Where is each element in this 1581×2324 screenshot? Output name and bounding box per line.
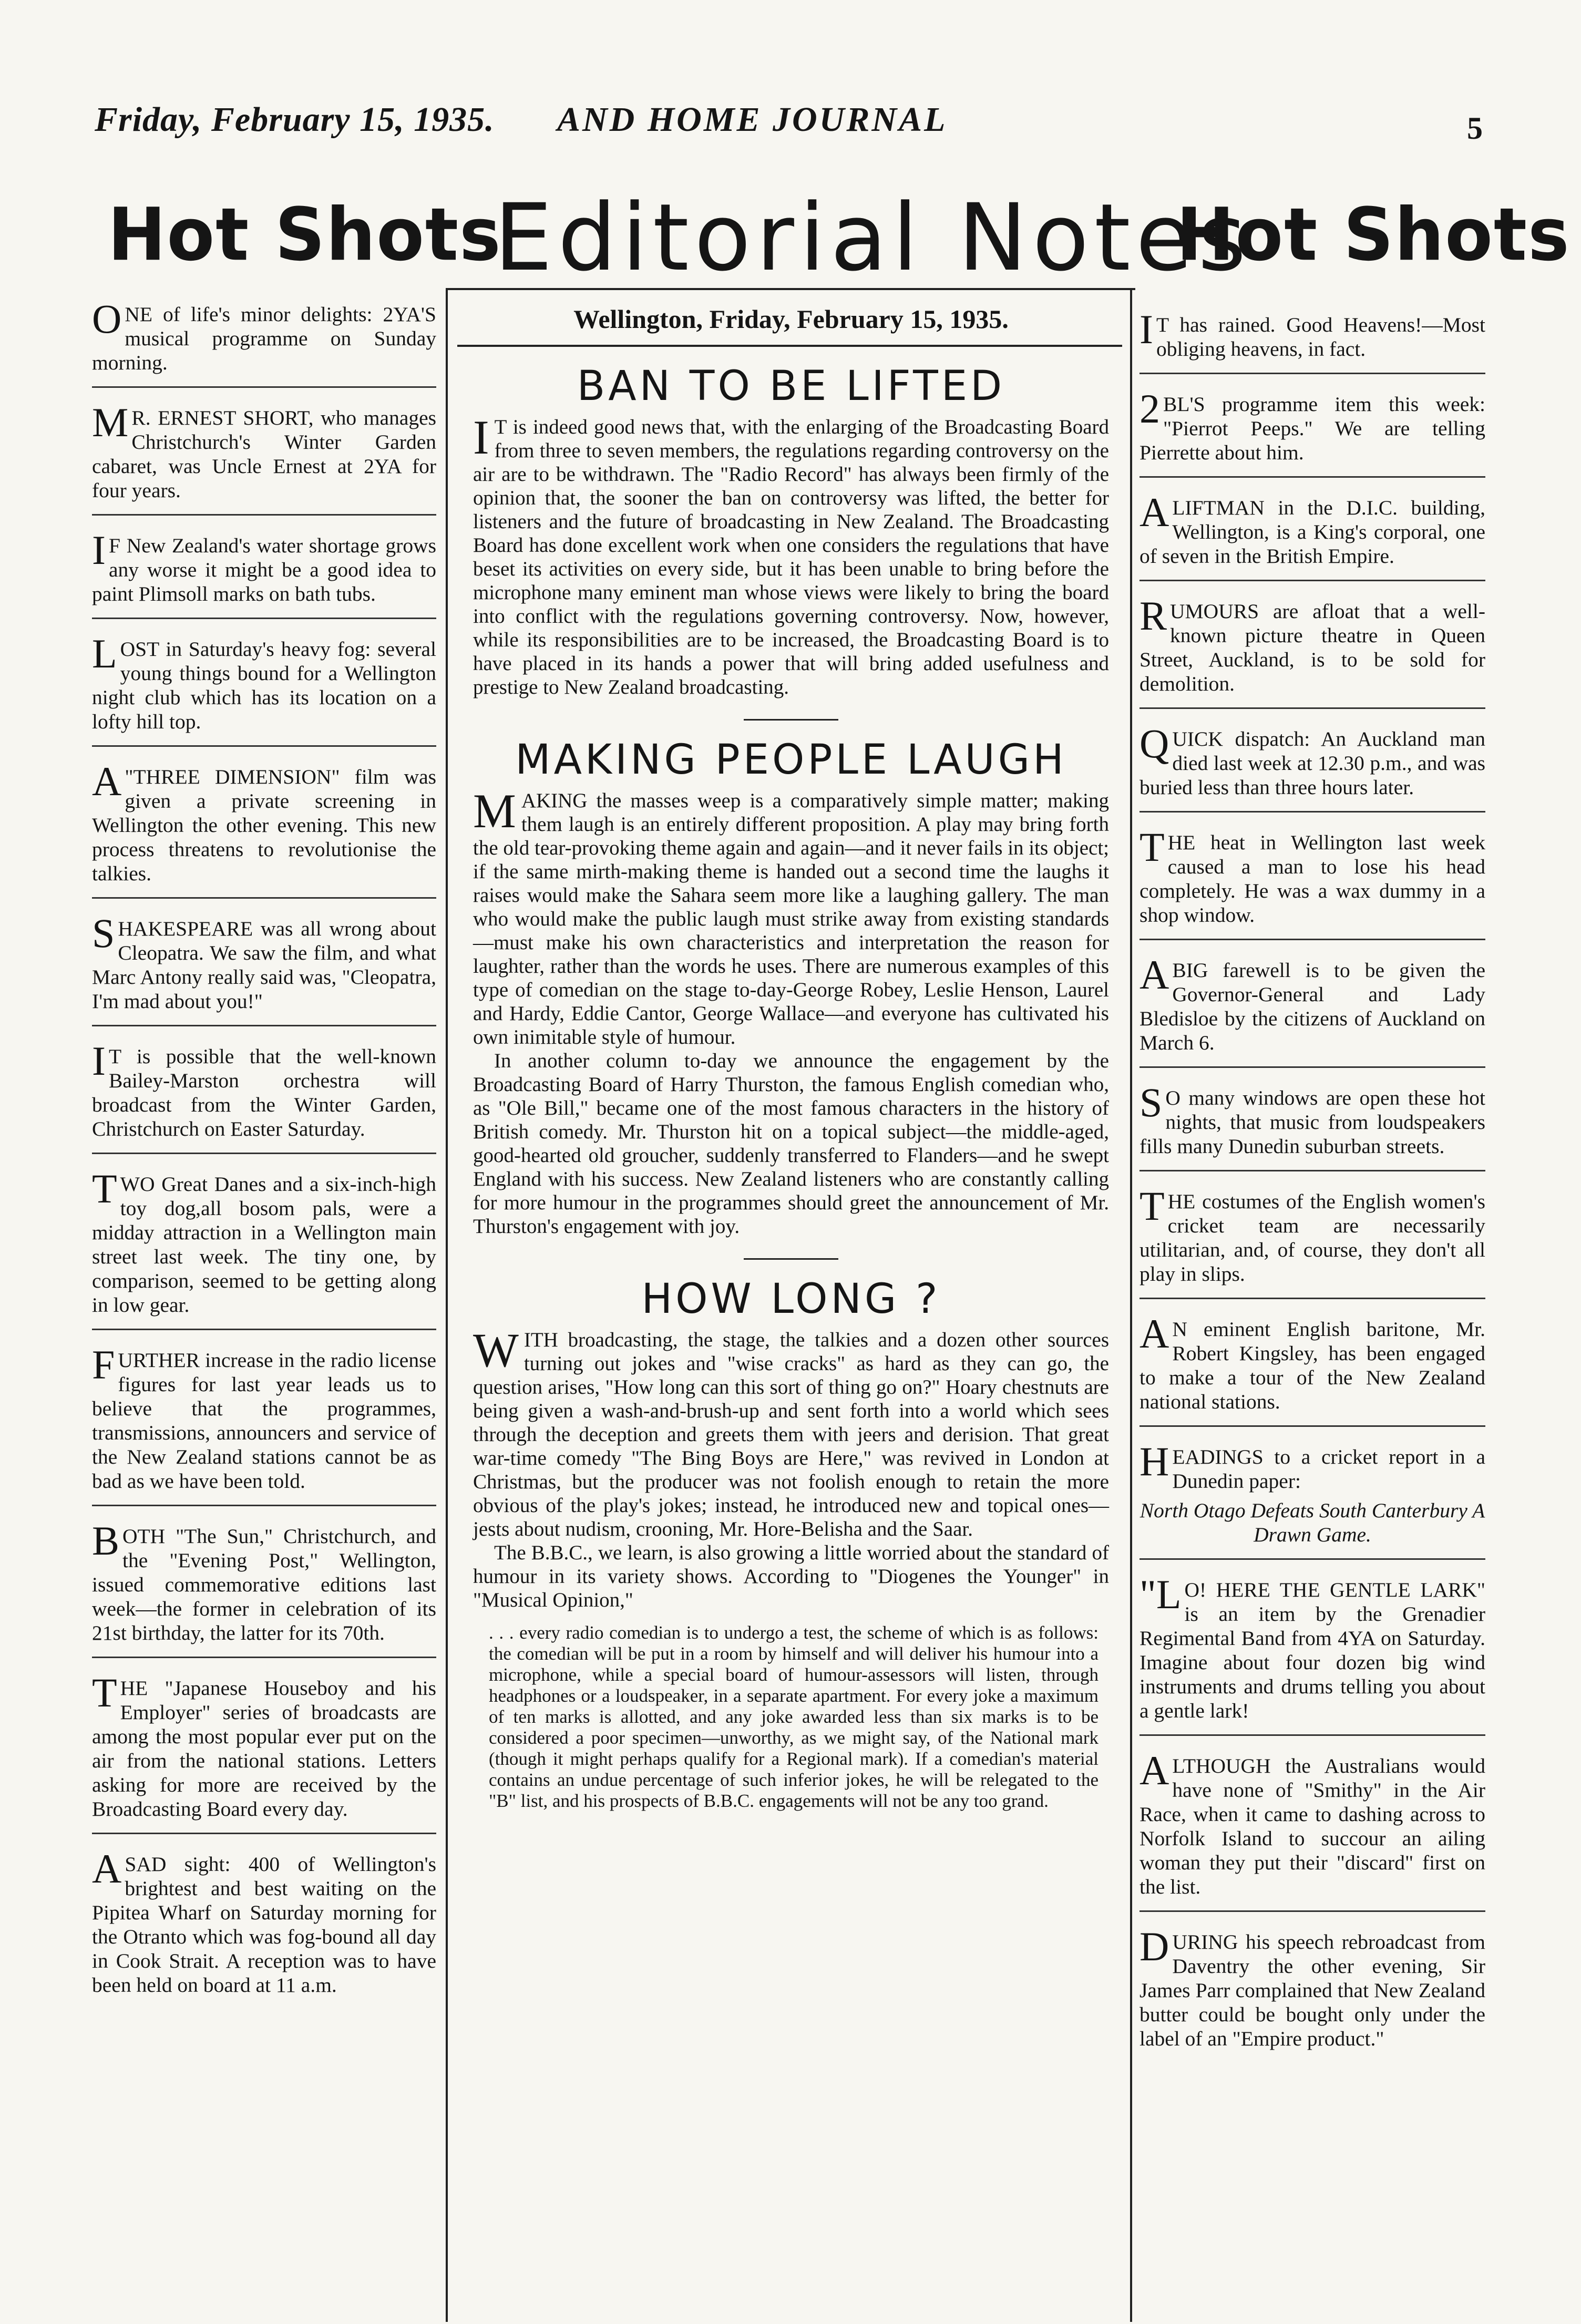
hot-shot-item (1139, 1183, 1485, 1299)
quoted-passage: . . . every radio comedian is to undergo a test, the scheme of which is as follows: the comedian will be put in a room by himself and will deliver his humour into a microphone, while a special board of humour-assessors will listen, through headphones or a loudspeaker, in a separate apartment. For every joke a maximum of ten marks is allotted, and any joke awarded less than six marks is to be considered a poor specimen—unworthy, as we might say, of the National mark (though it might perhaps qualify for a Regional mark). If a comedian's material contains an undue percentage of such inferior jokes, he will be relegated to the "B" list, and his prospects of B.B.C. engagements will not be any too grand. (489, 1622, 1099, 1811)
editorial-heading: BAN TO BE LIFTED (577, 363, 1005, 410)
column-divider-right (1130, 288, 1132, 2322)
paragraph: In another column to-day we announce the engagement by the Broadcasting Board of Harry Thurston, the famous English comedian who, as "Ole Bill," became one of the most famous characters in the history of British comedy. Mr. Thurston hit on a topical subject—the middle-aged, good-hearted old groucher, suddenly transferred to Flanders—and he swept England with his success. New Zealand listeners who are constantly calling for more humour in the programmes should greet the announcement of Mr. Thurston's engagement with joy. (473, 1050, 1109, 1238)
editorial-body (473, 410, 1109, 699)
drop-cap: H (1139, 1438, 1169, 1484)
item-text: UICK dispatch: An Auckland man died last week at 12.30 p.m., and was buried less than three hours later. (1139, 727, 1485, 799)
paragraph (473, 1323, 1109, 1541)
hot-shots-left-column (92, 296, 436, 2027)
item-text: T is possible that the well-known Bailey-Marston orchestra will broadcast from the Winter Garden, Christchurch on Easter Saturday. (92, 1045, 436, 1140)
item-text: N eminent English baritone, Mr. Robert Kingsley, has been engaged to make a tour of the New Zealand national stations. (1139, 1318, 1485, 1413)
item-text: "THREE DIMENSION" film was given a private screening in Wellington the other evening. This new process threatens to revolutionise the talkies. (92, 765, 436, 885)
hot-shot-item (1139, 824, 1485, 940)
drop-cap: S (92, 910, 115, 956)
hot-shot-item (1139, 593, 1485, 709)
hot-shot-item (92, 527, 436, 619)
hot-shot-item (1139, 721, 1485, 813)
item-text: HE heat in Wellington last week caused a man to lose his head completely. He was a wax dummy in a shop window. (1139, 831, 1485, 927)
masthead-rule (447, 288, 1135, 290)
dateline: Wellington, Friday, February 15, 1935. (573, 304, 1009, 334)
drop-cap: T (92, 1670, 117, 1715)
page-number: 5 (1467, 111, 1483, 146)
masthead (0, 173, 1581, 300)
hot-shot-item (92, 399, 436, 516)
hot-shot-item (1139, 1747, 1485, 1912)
item-text: HAKESPEARE was all wrong about Cleopatra. We saw the film, and what Marc Antony really said was, "Cleopatra, I'm mad about you!" (92, 917, 436, 1013)
drop-cap: A (1139, 1311, 1169, 1356)
hot-shot-item (1139, 1571, 1485, 1736)
drop-cap: O (92, 296, 122, 342)
hot-shots-banner-right: Hot Shots (1176, 192, 1570, 277)
drop-cap: A (1139, 952, 1169, 998)
drop-cap: B (92, 1518, 120, 1564)
item-text: BL'S programme item this week: "Pierrot Peeps." We are telling Pierrette about him. (1139, 393, 1485, 464)
drop-cap: "L (1139, 1571, 1182, 1617)
hot-shot-item (1139, 386, 1485, 478)
drop-cap: I (1139, 306, 1153, 352)
item-text: OST in Saturday's heavy fog: several young things bound for a Wellington night club which has its location on a lofty hill top. (92, 637, 436, 733)
item-text: URING his speech rebroadcast from Daventry the other evening, Sir James Parr complained that New Zealand butter could be bought only under the label of an "Empire product." (1139, 1930, 1485, 2050)
drop-cap: Q (1139, 721, 1169, 766)
hot-shot-item (92, 758, 436, 899)
issue-date: Friday, February 15, 1935. (95, 100, 495, 139)
editorial-heading: MAKING PEOPLE LAUGH (515, 736, 1067, 784)
drop-cap: W (473, 1323, 519, 1377)
item-text: NE of life's minor delights: 2YA'S musical programme on Sunday morning. (92, 303, 436, 374)
paragraph (473, 784, 1110, 1049)
drop-cap: M (473, 784, 516, 838)
item-text: WO Great Danes and a six-inch-high toy dog,all bosom pals, were a midday attraction in a Wellington main street last week. The tiny one, by comparison, seemed to be getting along in low gear. (92, 1173, 436, 1317)
hot-shot-item (92, 1342, 436, 1506)
drop-cap: R (1139, 593, 1167, 639)
editorial-body (473, 1323, 1109, 1612)
drop-cap: T (92, 1166, 117, 1211)
hot-shot-item (92, 1670, 436, 1834)
item-text: UMOURS are afloat that a well-known picture theatre in Queen Street, Auckland, is to be sold for demolition. (1139, 600, 1485, 695)
hot-shot-item (92, 1846, 436, 2009)
hot-shot-item (1139, 1438, 1485, 1560)
item-text: SAD sight: 400 of Wellington's brightest and best waiting on the Pipitea Wharf on Saturday morning for the Otranto which was fog-bound all day in Cook Strait. A reception was to have been held on board at 11 a.m. (92, 1853, 436, 1997)
item-text: HE costumes of the English women's cricket team are necessarily utilitarian, and, of course, they don't all play in slips. (1139, 1190, 1485, 1286)
item-text: URTHER increase in the radio license figures for last year leads us to believe that the programmes, transmissions, announcers and service of the New Zealand stations cannot be as bad as we have been told. (92, 1349, 436, 1493)
drop-cap: S (1139, 1079, 1163, 1125)
editorial-text: AKING the masses weep is a comparatively simple matter; making them laugh is an entirely different proposition. A play may bring forth the old tear-provoking theme again and again—and it never fails in its object; if the same mirth-making theme is handed out a second time the laughs it raises would make the Sahara seem more like a laughing gallery. The man who would make the public laugh must strike away from existing standards—must make his own characteristics and interpretation the reason for laughter, rather than the words he uses. There are numerous examples of this type of comedian on the stage to-day-George Robey, Leslie Henson, Laurel and Hardy, Eddie Cantor, George Wallace—and everyone has cultivated his own inimitable style of humour. (473, 789, 1110, 1048)
dateline-rule (457, 345, 1122, 347)
quoted-headline: North Otago Defeats South Canterbury A Drawn Game. (1139, 1499, 1485, 1546)
hot-shot-item (92, 1038, 436, 1154)
drop-cap: L (92, 631, 117, 676)
hot-shot-item (92, 296, 436, 388)
hot-shot-item (1139, 952, 1485, 1068)
hot-shot-item (92, 631, 436, 747)
hot-shots-banner-left: Hot Shots (108, 192, 502, 277)
hot-shots-right-column (1139, 306, 1485, 2080)
editorial-making-people-laugh (473, 736, 1109, 1238)
hot-shot-item (1139, 1079, 1485, 1171)
item-text: EADINGS to a cricket report in a Dunedin paper: (1172, 1445, 1485, 1493)
journal-name: AND HOME JOURNAL (557, 100, 948, 139)
paragraph: The B.B.C., we learn, is also growing a little worried about the standard of humour in its variety shows. According to "Diogenes the Younger" in "Musical Opinion," (473, 1541, 1109, 1611)
hot-shot-item (92, 910, 436, 1026)
item-text: HE "Japanese Houseboy and his Employer" series of broadcasts are among the most popular ever put on the air from the national stations. Letters asking for more are received by the Broadcasting Board every day. (92, 1677, 436, 1821)
drop-cap: F (92, 1342, 115, 1387)
editorial-text: ITH broadcasting, the stage, the talkies and a dozen other sources turning out jokes and "wise cracks" as hard as they can go, the question arises, "How long can this sort of thing go on?" Hoary chestnuts are being given a wash-and-brush-up and sent forth into a world which sees through the deception and greets them with jeers and derision. That great war-time comedy "The Bing Boys are Here," was revived in London at Christmas, but the producer was not foolish enough to retain the more obvious of the play's jokes; instead, he introduced new and topical ones—jests about nudism, crooning, Mr. Hore-Belisha and the Saar. (473, 1329, 1109, 1540)
item-text: OTH "The Sun," Christchurch, and the "Evening Post," Wellington, issued commemorative editions last week—the former in celebration of its 21st birthday, the latter for its 70th. (92, 1525, 436, 1644)
hot-shot-item (1139, 1924, 1485, 2062)
hot-shot-item (92, 1166, 436, 1330)
section-separator (744, 719, 838, 721)
drop-cap: A (92, 758, 122, 804)
editorial-how-long (473, 1276, 1109, 1812)
hot-shot-item (92, 1518, 436, 1658)
drop-cap: I (92, 527, 106, 573)
drop-cap: T (1139, 1183, 1165, 1229)
item-text: R. ERNEST SHORT, who manages Christchurch's Winter Garden cabaret, was Uncle Ernest at 2YA for four years. (92, 406, 436, 502)
editorial-text: T is indeed good news that, with the enlarging of the Broadcasting Board from three to seven members, the regulations regarding controversy on the air are to be withdrawn. The "Radio Record" has always been firmly of the opinion that, the sooner the ban on controversy was lifted, the better for listeners and the future of broadcasting in New Zealand. The Broadcasting Board has done excellent work when one considers the regulations that have beset its activities on every side, but it has been unable to bring before the microphone many eminent man whose views were likely to bring the board into conflict with the regulations governing controversy. Now, however, while its responsibilities are to be increased, the Broadcasting Board is to have placed in its hands a power that will bring added usefulness and prestige to New Zealand broadcasting. (473, 416, 1109, 698)
item-text: F New Zealand's water shortage grows any worse it might be a good idea to paint Plimsoll marks on bath tubs. (92, 534, 436, 605)
editorial-notes-title: Editorial Notes (494, 184, 1251, 292)
drop-cap: 2 (1139, 386, 1160, 431)
item-text: O many windows are open these hot nights, that music from loudspeakers fills many Dunedin suburban streets. (1139, 1086, 1485, 1158)
item-text: T has rained. Good Heavens!—Most obliging heavens, in fact. (1156, 313, 1485, 361)
editorial-column (473, 363, 1109, 1812)
drop-cap: M (92, 399, 129, 445)
column-divider-left (446, 288, 448, 2322)
editorial-body (473, 784, 1110, 1238)
drop-cap: T (1139, 824, 1165, 870)
drop-cap: A (92, 1846, 122, 1891)
drop-cap: I (473, 410, 489, 464)
hot-shot-item (1139, 489, 1485, 581)
editorial-heading: HOW LONG ? (641, 1276, 941, 1323)
drop-cap: A (1139, 1747, 1169, 1793)
section-separator (744, 1258, 838, 1260)
hot-shot-item (1139, 1311, 1485, 1427)
item-text: LIFTMAN in the D.I.C. building, Wellington, is a King's corporal, one of seven in the British Empire. (1139, 496, 1485, 568)
drop-cap: D (1139, 1924, 1169, 1969)
item-text: O! HERE THE GENTLE LARK" is an item by the Grenadier Regimental Band from 4YA on Saturday. Imagine about four dozen big wind instruments and drums telling you about a gentle lark! (1139, 1578, 1485, 1722)
drop-cap: I (92, 1038, 106, 1084)
drop-cap: A (1139, 489, 1169, 535)
running-head (95, 100, 1482, 147)
item-text: BIG farewell is to be given the Governor-General and Lady Bledisloe by the citizens of Auckland on March 6. (1139, 959, 1485, 1054)
hot-shot-item (1139, 306, 1485, 374)
editorial-ban-to-be-lifted (473, 363, 1109, 699)
item-text: LTHOUGH the Australians would have none of "Smithy" in the Air Race, when it came to dashing across to Norfolk Island to succour an ailing woman they put their "discard" first on the list. (1139, 1754, 1485, 1898)
